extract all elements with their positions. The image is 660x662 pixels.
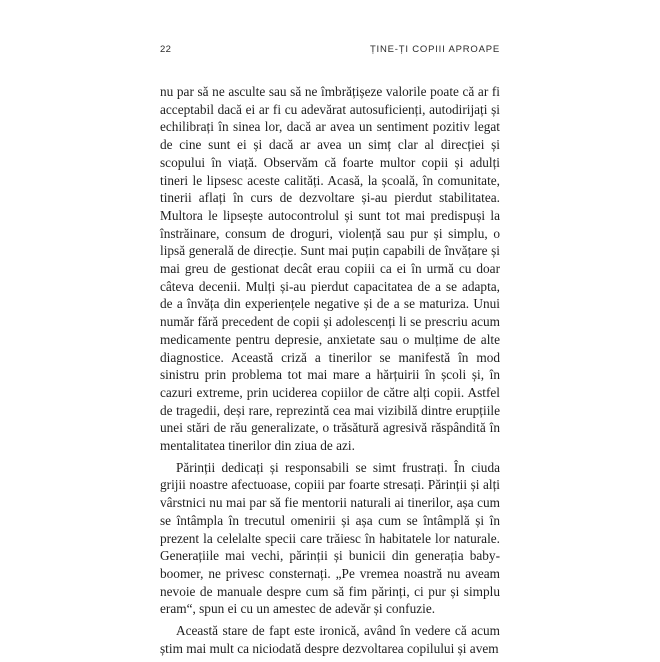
text-body bbox=[160, 83, 500, 662]
page-number: 22 bbox=[160, 44, 172, 55]
running-title: ȚINE-ȚI COPIII APROAPE bbox=[369, 44, 500, 55]
page-header bbox=[160, 44, 500, 58]
paragraph: Această stare de fapt este ironică, având în vedere că acum știm mai mult ca niciodată despre dezvoltarea copilului și avem bbox=[160, 623, 500, 656]
paragraph: nu par să ne asculte sau să ne îmbrățișeze valorile poate că ar fi acceptabil dacă ei ar fi cu adevărat autosuficienți, autodirijați și echilibrați în sinea lor, dacă ar avea un sentiment pozitiv legat de cine sunt ei și dacă ar avea un simț clar al direcției și scopului în viață. Observăm că foarte multor copii și adulți tineri le lipsesc aceste calități. Acasă, la școală, în comunitate, tinerii aflați în curs de dezvoltare și-au pierdut stabilitatea. Multora le lipsește autocontrolul și sunt tot mai predispuși la înstrăinare, consum de droguri, violență sau pur și simplu, o lipsă generală de direcție. Sunt mai puțin capabili de învățare și mai greu de gestionat decât erau copiii ca ei în urmă cu doar câteva decenii. Mulți și-au pierdut capacitatea de a se adapta, de a învăța din experiențele negative și de a se maturiza. Unui număr fără precedent de copii și adolescenți li se prescriu acum medicamente pentru depresie, anxietate sau o mulțime de alte diagnostice. Această criză a tinerilor se manifestă în mod sinistru prin problema tot mai mare a hărțuirii în școli și, în cazuri extreme, prin uciderea copiilor de către alți copii. Astfel de tragedii, deși rare, reprezintă cea mai vizibilă dintre erupțiile unei stări de rău generalizate, o trăsătură agresivă răspândită în mentalitatea tinerilor din ziua de azi. bbox=[160, 84, 500, 454]
paragraph: Părinții dedicați și responsabili se simt frustrați. În ciuda grijii noastre afectuoase, copiii par foarte stresați. Părinții și alți vârstnici nu mai par să fie mentorii naturali ai tinerilor, așa cum se întâmpla în trecutul omenirii și așa cum se întâmplă și în prezent la celelalte specii care trăiesc în habitatele lor naturale. Generațiile mai vechi, părinții și bunicii din generația baby-boomer, ne privesc consternați. „Pe vremea noastră nu aveam nevoie de manuale despre cum să fim părinți, ci pur și simplu eram“, spun ei cu un amestec de adevăr și confuzie. bbox=[160, 459, 500, 617]
